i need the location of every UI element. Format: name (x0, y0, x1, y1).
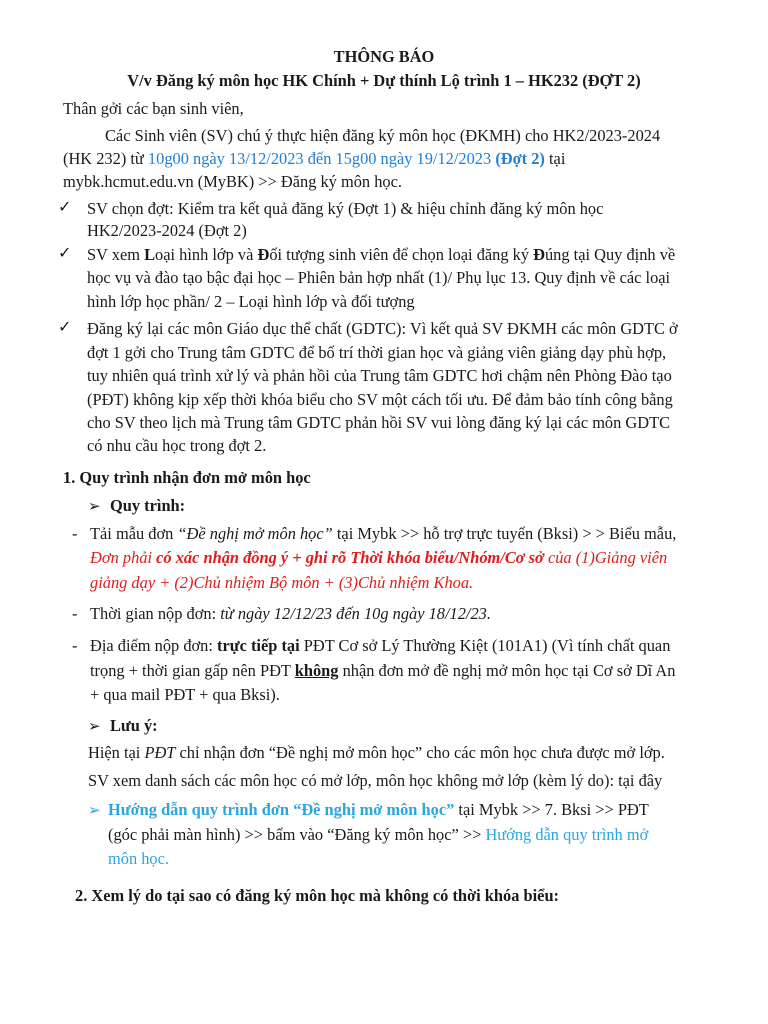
check-item-1-line-2: HK2/2023-2024 (Đợt 2) (87, 221, 247, 240)
check-item-2-line-1: SV xem Loại hình lớp và Đối tượng sinh viên để chọn loại đăng ký Đúng tại Quy định về (87, 245, 676, 264)
guide-link[interactable]: Hướng dẫn quy trình đơn “Đề nghị mở môn học” (108, 800, 455, 819)
dash-bullet: - (72, 604, 78, 623)
check-item-2-line-2: học vụ và đào tạo bậc đại học – Phiên bản hợp nhất (1)/ Phụ lục 13. Quy định về các loại (87, 268, 671, 287)
round-label: (Đợt 2) (495, 149, 545, 168)
guide-line-1: Hướng dẫn quy trình đơn “Đề nghị mở môn học” tại Mybk >> 7. Bksi >> PĐT (108, 800, 649, 819)
guide-open-course-link[interactable]: Hướng dẫn quy trình mở (485, 825, 649, 844)
arrow-bullet-icon: ➢ (88, 499, 101, 515)
greeting: Thân gởi các bạn sinh viên, (63, 99, 244, 118)
section-2-heading: 2. Xem lý do tại sao có đăng ký môn học mà không có thời khóa biểu: (75, 886, 560, 905)
guide-line-2: (góc phải màn hình) >> bấm vào “Đăng ký môn học” >> Hướng dẫn quy trình mở (108, 825, 649, 844)
step-3-line-2: trọng + thời gian gấp nên PĐT không nhận đơn mở đề nghị mở môn học tại Cơ sở Dĩ An (90, 661, 676, 680)
check-item-1-line-1: SV chọn đợt: Kiểm tra kết quả đăng ký (Đợt 1) & hiệu chỉnh đăng ký môn học (87, 199, 604, 218)
checkmark-icon: ✓ (58, 199, 72, 216)
step-2: Thời gian nộp đơn: từ ngày 12/12/23 đến 10g ngày 18/12/23. (90, 604, 491, 623)
step-1-line-2: Đơn phải có xác nhận đồng ý + ghi rõ Thời khóa biểu/Nhóm/Cơ sở của (1)Giảng viên (90, 548, 668, 567)
intro-line-2: (HK 232) từ 10g00 ngày 13/12/2023 đến 15g00 ngày 19/12/2023 (Đợt 2) tại (63, 149, 566, 168)
step-1-line-1: Tải mẫu đơn “Đề nghị mở môn học” tại Mybk >> hỗ trợ trực tuyến (Bksi) > > Biểu mẫu, (90, 524, 677, 543)
checkmark-icon: ✓ (58, 245, 72, 262)
section-1-heading: 1. Quy trình nhận đơn mở môn học (63, 468, 311, 487)
arrow-bullet-icon: ➢ (88, 719, 101, 735)
check-item-3-line-5: cho SV theo lịch mà Trung tâm GDTC phản hồi SV vui lòng đăng ký lại các môn GDTC (87, 413, 671, 432)
registration-dates: 10g00 ngày 13/12/2023 đến 15g00 ngày 19/12/2023 (147, 149, 492, 168)
intro-line-1: Các Sinh viên (SV) chú ý thực hiện đăng ký môn học (ĐKMH) cho HK2/2023-2024 (105, 126, 661, 145)
step-3-line-3: + qua mail PĐT + qua Bksi). (90, 685, 280, 704)
step-1-line-3: giảng dạy + (2)Chủ nhiệm Bộ môn + (3)Chủ nhiệm Khoa. (90, 573, 474, 592)
guide-line-3[interactable]: môn học. (108, 849, 170, 868)
checkmark-icon: ✓ (58, 319, 72, 336)
check-item-2-line-3: hình lớp học phần/ 2 – Loại hình lớp và đối tượng (87, 292, 415, 311)
note-line-2: SV xem danh sách các môn học có mở lớp, môn học không mở lớp (kèm lý do): tại đây (88, 771, 663, 790)
page-subtitle: V/v Đăng ký môn học HK Chính + Dự thính Lộ trình 1 – HK232 (ĐỢT 2) (127, 71, 641, 90)
procedure-heading: Quy trình: (110, 496, 186, 515)
check-item-3-line-1: Đăng ký lại các môn Giáo dục thể chất (GDTC): Vì kết quả SV ĐKMH các môn GDTC ở (87, 319, 678, 338)
check-item-3-line-2: đợt 1 gởi cho Trung tâm GDTC để bố trí thời gian học và giảng viên giảng dạy phù hợp, (87, 343, 667, 362)
dash-bullet: - (72, 524, 78, 543)
step-3-line-1: Địa điểm nộp đơn: trực tiếp tại PĐT Cơ sở Lý Thường Kiệt (101A1) (Vì tính chất quan (90, 636, 671, 655)
note-line-1: Hiện tại PĐT chỉ nhận đơn “Đề nghị mở môn học” cho các môn học chưa được mở lớp. (88, 743, 665, 762)
intro-line-3: mybk.hcmut.edu.vn (MyBK) >> Đăng ký môn học. (63, 172, 402, 191)
page-title: THÔNG BÁO (333, 47, 435, 66)
check-item-3-line-6: có nhu cầu học trong đợt 2. (87, 436, 267, 455)
dash-bullet: - (72, 636, 78, 655)
check-item-3-line-3: tuy nhiên quá trình xử lý và phản hồi của Trung tâm GDTC hơi chậm nên Phòng Đào tạo (87, 366, 672, 385)
arrow-bullet-icon: ➢ (88, 803, 101, 819)
check-item-3-line-4: (PĐT) không kịp xếp thời khóa biểu cho SV một cách tối ưu. Để đảm bảo tính công bằng (87, 390, 673, 409)
note-heading: Lưu ý: (110, 716, 158, 735)
